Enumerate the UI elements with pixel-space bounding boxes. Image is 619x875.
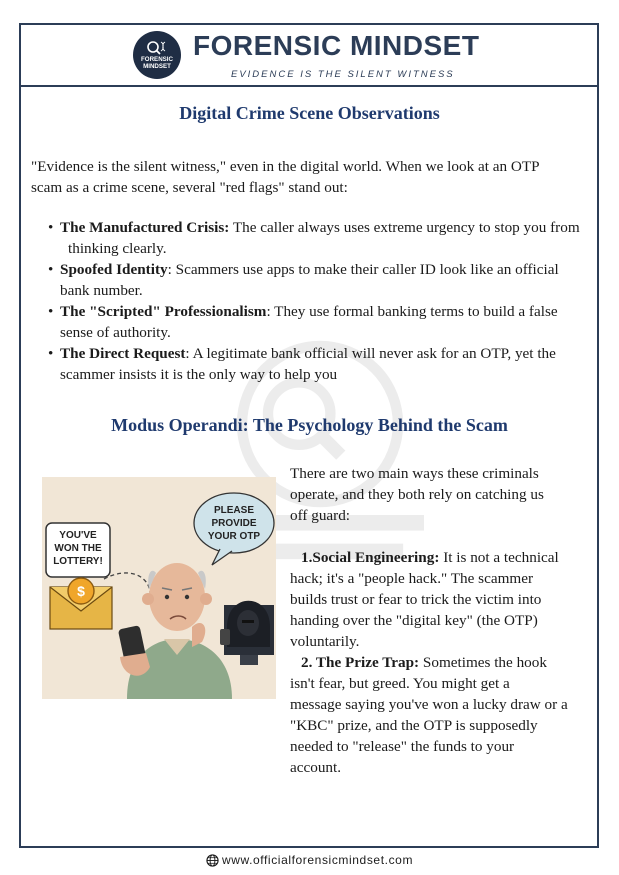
modus-operandi-text	[290, 463, 590, 778]
scam-illustration	[42, 477, 276, 699]
spacer	[290, 526, 590, 547]
item1-text: It is not a technical	[439, 549, 559, 566]
bullet-text: The caller always uses extreme urgency to stop you from	[229, 219, 580, 236]
bubble-line3: YOUR OTP	[207, 531, 261, 542]
magnifier-dna-icon	[146, 40, 168, 56]
scam-scene-illustration	[42, 477, 276, 699]
hooded-scammer-icon	[220, 601, 274, 665]
section-heading-observations: Digital Crime Scene Observations	[179, 103, 440, 123]
list-item	[30, 217, 590, 259]
item1-line2: hack; it's a "people hack." The scammer	[290, 570, 533, 587]
bullet-text-cont: thinking clearly.	[68, 240, 167, 257]
brand-logo	[133, 31, 181, 79]
bullet-term: The Manufactured Crisis:	[60, 219, 230, 236]
section-heading-modus-operandi: Modus Operandi: The Psychology Behind the Scam	[111, 415, 508, 435]
header	[21, 25, 597, 87]
bullet-text: : A legitimate bank official will never ask for an OTP, yet the	[185, 345, 556, 362]
red-flags-list	[30, 217, 590, 385]
list-item	[30, 259, 590, 301]
logo-text-line1: FORENSIC	[141, 56, 173, 63]
elderly-man-icon	[118, 563, 232, 699]
list-item	[30, 301, 590, 343]
bullet-text-cont: bank number.	[60, 282, 143, 299]
item1-line5: voluntarily.	[290, 633, 360, 650]
mo-intro-line3: off guard:	[290, 507, 351, 524]
brand-tagline: EVIDENCE IS THE SILENT WITNESS	[231, 69, 455, 80]
logo-text-line2: MINDSET	[143, 62, 171, 70]
bullet-term: The Direct Request	[60, 345, 186, 362]
bubble-line2: PROVIDE	[211, 518, 257, 529]
mo-intro-line1: There are two main ways these criminals	[290, 465, 539, 482]
item1-term: 1.Social Engineering:	[301, 549, 440, 566]
list-item	[30, 343, 590, 385]
envelope-coin-icon	[50, 578, 112, 629]
speech-bubble	[194, 493, 274, 565]
item1-line4: handing over the "digital key" (the OTP)	[290, 612, 538, 629]
item2-line5: needed to "release" the funds to your	[290, 738, 515, 755]
sign-line2: WON THE	[54, 543, 102, 554]
bullet-text-cont: scammer insists it is the only way to help you	[60, 366, 338, 383]
observations-intro	[31, 156, 591, 198]
observations-intro-line1: "Evidence is the silent witness," even in the digital world. When we look at an OTP	[31, 158, 540, 175]
item2-term: 2. The Prize Trap:	[301, 654, 420, 671]
sign-line3: LOTTERY!	[53, 556, 103, 567]
item2-line3: message saying you've won a lucky draw or a	[290, 696, 568, 713]
coin-symbol: $	[77, 583, 85, 599]
item1-line3: builds trust or fear to trick the victim into	[290, 591, 542, 608]
mo-intro-line2: operate, and they both rely on catching us	[290, 486, 544, 503]
footer	[0, 853, 619, 867]
item2-line1	[290, 652, 590, 673]
bullet-text: : Scammers use apps to make their caller ID look like an official	[167, 261, 559, 278]
bullet-text-cont: sense of authority.	[60, 324, 171, 341]
item2-line4: "KBC" prize, and the OTP is supposedly	[290, 717, 538, 734]
globe-icon	[206, 854, 219, 867]
bullet-term: The "Scripted" Professionalism	[60, 303, 267, 320]
item2-line6: account.	[290, 759, 342, 776]
bullet-text: : They use formal banking terms to build a false	[266, 303, 558, 320]
item2-line2: isn't fear, but greed. You might get a	[290, 675, 510, 692]
observations-intro-line2: scam as a crime scene, several "red flags" stand out:	[31, 179, 348, 196]
brand-title: FORENSIC MINDSET	[193, 30, 480, 61]
item2-text: Sometimes the hook	[419, 654, 547, 671]
item1-line1	[290, 547, 590, 568]
website-link[interactable]: www.officialforensicmindset.com	[221, 853, 414, 867]
sign-line1: YOU'VE	[59, 530, 97, 541]
bubble-line1: PLEASE	[213, 505, 255, 516]
bullet-term: Spoofed Identity	[60, 261, 168, 278]
